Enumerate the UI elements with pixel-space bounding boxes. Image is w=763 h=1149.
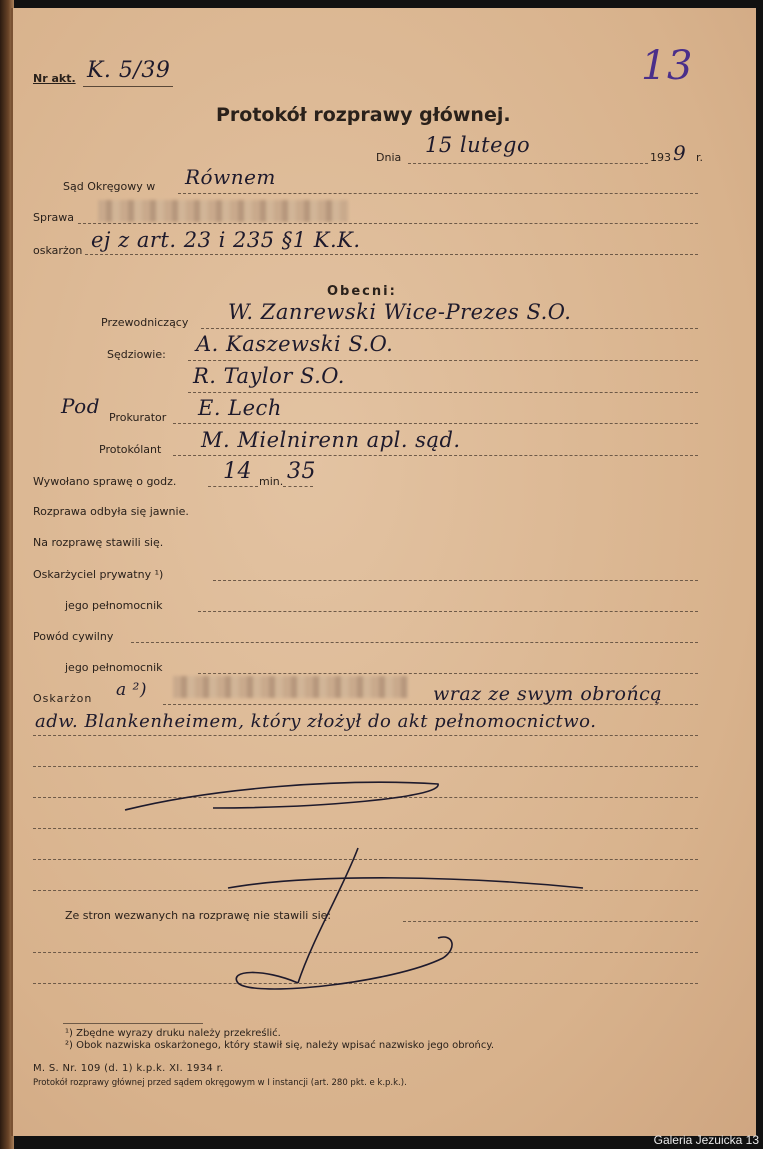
form-title-footer: Protokół rozprawy głównej przed sądem okręgowym w I instancji (art. 280 pkt. e k.p.k.). — [33, 1078, 407, 1088]
footnote-1: ¹) Zbędne wyrazy druku należy przekreślić. — [65, 1028, 281, 1039]
civil-attorney-label: jego pełnomocnik — [65, 661, 163, 674]
gallery-watermark: Galeria Jezuicka 13 — [653, 1133, 759, 1147]
open-hearing-text: Rozprawa odbyła się jawnie. — [33, 505, 189, 518]
year-end: r. — [696, 151, 704, 164]
page-title: Protokół rozprawy głównej. — [216, 104, 511, 126]
form-code: M. S. Nr. 109 (d. 1) k.p.k. XI. 1934 r. — [33, 1063, 224, 1074]
judge-2-value: R. Taylor S.O. — [193, 364, 345, 388]
accused-defender-line-2: adw. Blankenheimem, który złożył do akt pełnomocnictwo. — [35, 711, 597, 732]
court-value: Równem — [185, 165, 276, 189]
civil-plaintiff-label: Powód cywilny — [33, 630, 114, 643]
corner-page-mark: 13 — [641, 43, 693, 89]
date-value: 15 lutego — [425, 133, 531, 157]
accused-charge-value: ej z art. 23 i 235 §1 K.K. — [91, 228, 361, 252]
accused-defender-line-1: wraz ze swym obrońcą — [433, 683, 663, 705]
year-prefix: 193 — [650, 151, 671, 164]
accused-suffix: a ²) — [116, 680, 147, 700]
prosecutor-value: E. Lech — [198, 396, 282, 420]
clerk-label: Protokólant — [99, 443, 162, 456]
case-label: Sprawa — [33, 211, 74, 224]
private-prosecutor-label: Oskarżyciel prywatny ¹) — [33, 568, 164, 581]
absent-label: Ze stron wezwanych na rozprawę nie stawili się: — [65, 909, 332, 922]
date-label: Dnia — [376, 151, 402, 164]
prosecutor-label: Prokurator — [109, 411, 167, 424]
private-attorney-label: jego pełnomocnik — [65, 599, 163, 612]
called-hour: 14 — [223, 459, 252, 484]
min-label: min. — [259, 475, 284, 488]
nr-akt-value: K. 5/39 — [87, 58, 171, 83]
footnote-2: ²) Obok nazwiska oskarżonego, który stawił się, należy wpisać nazwisko jego obrońcy. — [65, 1040, 495, 1051]
nr-akt-label: Nr akt. — [33, 72, 76, 85]
prosecutor-prefix: Pod — [61, 394, 100, 418]
present-heading: Obecni: — [327, 284, 397, 299]
accused-charge-label: oskarżon — [33, 244, 83, 257]
judge-1-value: A. Kaszewski S.O. — [196, 332, 394, 356]
accused-label: Oskarżon — [33, 692, 93, 705]
appeared-text: Na rozprawę stawili się. — [33, 536, 164, 549]
chair-value: W. Zanrewski Wice-Prezes S.O. — [228, 300, 572, 324]
cancellation-z-stroke — [13, 8, 758, 1136]
protocol-form-sheet — [11, 8, 756, 1136]
called-label: Wywołano sprawę o godz. — [33, 475, 177, 488]
court-label: Sąd Okręgowy w — [63, 180, 156, 193]
judges-label: Sędziowie: — [107, 348, 166, 361]
year-suffix: 9 — [673, 141, 687, 165]
footnote-separator — [63, 1023, 203, 1024]
clerk-value: M. Mielnirenn apl. sąd. — [201, 428, 461, 452]
chair-label: Przewodniczący — [101, 316, 189, 329]
called-minute: 35 — [287, 459, 316, 484]
